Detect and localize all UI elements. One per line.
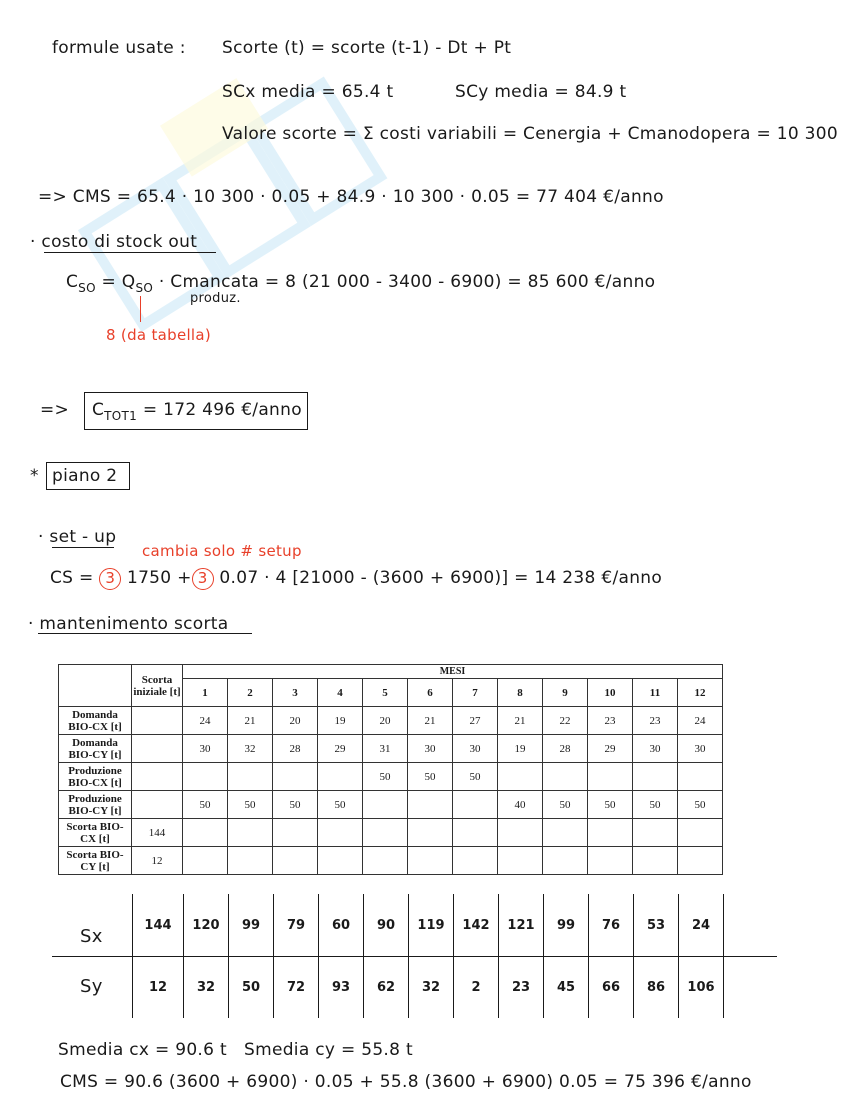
table-cell: 20 [273, 707, 318, 735]
table-cell: 28 [543, 735, 588, 763]
table-cell: 29 [588, 735, 633, 763]
table-cell: 31 [363, 735, 408, 763]
table-cell [273, 847, 318, 875]
table-cell: 21 [228, 707, 273, 735]
initial-cell [132, 735, 183, 763]
sy-label: Sy [80, 976, 103, 997]
table-cell: 50 [588, 791, 633, 819]
sx-value: 60 [319, 894, 364, 956]
piano2-label: piano 2 [52, 466, 118, 486]
circled-3-second: 3 [192, 568, 214, 590]
ctot-value: = 172 496 €/anno [142, 400, 302, 420]
table-cell: 50 [408, 763, 453, 791]
cmancata: Cmancata [170, 272, 260, 292]
row-label: Scorta BIO-CY [t] [59, 847, 132, 875]
setup-note: cambia solo # setup [142, 542, 302, 560]
sx-value: 76 [589, 894, 634, 956]
mant-underline [38, 633, 252, 634]
table-cell [228, 819, 273, 847]
table-cell: 22 [543, 707, 588, 735]
stockout-underline [44, 252, 216, 253]
sy-value: 72 [274, 956, 319, 1018]
setup-underline [52, 547, 114, 548]
table-cell: 50 [633, 791, 678, 819]
table-cell [633, 819, 678, 847]
table-cell [678, 847, 723, 875]
valore-scorte: Valore scorte = Σ costi variabili = Cenergia + Cmanodopera = 10 300 [222, 124, 839, 144]
cs-eq-c: 0.07 · 4 [21000 - (3600 + 6900)] = 14 238 €/anno [219, 568, 663, 588]
table-cell: 40 [498, 791, 543, 819]
stockout-title-text: costo di stock out [41, 232, 198, 252]
table-cell [183, 847, 228, 875]
month-header: 2 [228, 679, 273, 707]
ctot-eq: $C_{TOT1} = 172$ 496 €/anno [92, 400, 302, 423]
table-cell [543, 819, 588, 847]
table-cell [183, 819, 228, 847]
table-cell [318, 819, 363, 847]
table-row [59, 707, 723, 735]
table-cell [183, 763, 228, 791]
mant-title-text: mantenimento scorta [39, 614, 229, 634]
sx-value: 119 [409, 894, 454, 956]
table-cell [588, 819, 633, 847]
sy-value: 50 [229, 956, 274, 1018]
month-header: 10 [588, 679, 633, 707]
month-header: 11 [633, 679, 678, 707]
table-cell [318, 847, 363, 875]
star-mark: * [30, 466, 39, 486]
sy-value: 66 [589, 956, 634, 1018]
table-cell: 30 [183, 735, 228, 763]
table-cell: 50 [453, 763, 498, 791]
table-cell [363, 791, 408, 819]
sy-value: 45 [544, 956, 589, 1018]
initial-cell [132, 763, 183, 791]
cso-eq-rest: = 8 (21 000 - 3400 - 6900) = 85 600 €/anno [264, 272, 656, 292]
sx-value: 121 [499, 894, 544, 956]
sx-value: 99 [544, 894, 589, 956]
scx-media: SCx media = 65.4 t [222, 82, 394, 102]
cso-eq: $C_{SO} = Q_{SO}$ · Cmancata = 8 (21 000 - 3400 - 6900) = 85 600 €/anno [66, 272, 656, 295]
sy-value: 32 [184, 956, 229, 1018]
sx-label: Sx [80, 926, 103, 947]
table-cell [543, 763, 588, 791]
sx-value: 79 [274, 894, 319, 956]
table-cell: 27 [453, 707, 498, 735]
table-cell: 21 [498, 707, 543, 735]
table-body [59, 707, 723, 875]
month-header: 6 [408, 679, 453, 707]
cms-first: => CMS = 65.4 · 10 300 · 0.05 + 84.9 · 10 300 · 0.05 = 77 404 €/anno [38, 187, 664, 207]
formula-scorte: Scorte (t) = scorte (t-1) - Dt + Pt [222, 38, 512, 58]
sx-value: 24 [679, 894, 724, 956]
table-cell [588, 847, 633, 875]
table-cell [408, 791, 453, 819]
row-label: Produzione BIO-CY [t] [59, 791, 132, 819]
scy-media: SCy media = 84.9 t [455, 82, 627, 102]
cs-eq-b: 1750 + [126, 568, 192, 588]
produz-label: produz. [190, 291, 241, 306]
table-cell: 19 [498, 735, 543, 763]
table-cell: 28 [273, 735, 318, 763]
month-header: 7 [453, 679, 498, 707]
formule-label: formule usate : [52, 38, 186, 58]
table-cell [363, 819, 408, 847]
table-row [59, 847, 723, 875]
table-cell [498, 763, 543, 791]
sx-value: 99 [229, 894, 274, 956]
sx-value: 90 [364, 894, 409, 956]
setup-title-text: set - up [49, 527, 117, 547]
table-cell: 30 [678, 735, 723, 763]
row-label: Domanda BIO-CX [t] [59, 707, 132, 735]
hand-table [132, 894, 724, 1018]
table-cell: 24 [678, 707, 723, 735]
table-row [59, 791, 723, 819]
cs-eq [50, 568, 662, 590]
sx-value: 142 [454, 894, 499, 956]
smedia-cx: Smedia cx = 90.6 t [58, 1040, 227, 1060]
table-cell: 50 [273, 791, 318, 819]
row-label: Produzione BIO-CX [t] [59, 763, 132, 791]
table-row [59, 819, 723, 847]
table-cell: 30 [633, 735, 678, 763]
sy-value: 23 [499, 956, 544, 1018]
sx-row [133, 894, 724, 956]
table-cell [678, 763, 723, 791]
mesi-table [58, 664, 723, 875]
month-header: 12 [678, 679, 723, 707]
table-cell: 50 [678, 791, 723, 819]
sy-row [133, 956, 724, 1018]
sy-value: 32 [409, 956, 454, 1018]
table-cell [273, 763, 318, 791]
table-cell [453, 791, 498, 819]
mesi-header: MESI [183, 665, 723, 679]
table-cell: 20 [363, 707, 408, 735]
circled-3-first: 3 [99, 568, 121, 590]
table-cell: 50 [183, 791, 228, 819]
table-cell: 30 [453, 735, 498, 763]
initial-cell: 12 [132, 847, 183, 875]
month-header: 5 [363, 679, 408, 707]
month-header: 9 [543, 679, 588, 707]
da-tabella-note: 8 (da tabella) [106, 326, 212, 344]
table-cell [408, 847, 453, 875]
sy-value: 2 [454, 956, 499, 1018]
table-cell [228, 847, 273, 875]
table-row [59, 735, 723, 763]
table-cell [228, 763, 273, 791]
table-cell: 50 [543, 791, 588, 819]
table-cell: 19 [318, 707, 363, 735]
initial-cell [132, 791, 183, 819]
sy-value: 12 [133, 956, 184, 1018]
mant-title: · mantenimento scorta [28, 614, 229, 634]
month-header: 8 [498, 679, 543, 707]
cs-eq-a: CS = [50, 568, 94, 588]
sx-value: 120 [184, 894, 229, 956]
table-cell [588, 763, 633, 791]
table-cell: 23 [588, 707, 633, 735]
table-cell [318, 763, 363, 791]
row-label: Domanda BIO-CY [t] [59, 735, 132, 763]
month-header: 1 [183, 679, 228, 707]
table-cell: 30 [408, 735, 453, 763]
table-cell [498, 819, 543, 847]
setup-title: · set - up [38, 527, 117, 547]
table-cell: 24 [183, 707, 228, 735]
table-cell: 50 [228, 791, 273, 819]
table-cell: 50 [363, 763, 408, 791]
table-cell: 50 [318, 791, 363, 819]
initial-cell [132, 707, 183, 735]
initial-cell: 144 [132, 819, 183, 847]
table-cell [453, 847, 498, 875]
sy-value: 86 [634, 956, 679, 1018]
table-cell [408, 819, 453, 847]
smedia-cy: Smedia cy = 55.8 t [244, 1040, 413, 1060]
table-cell [633, 847, 678, 875]
table-row [59, 763, 723, 791]
month-header: 3 [273, 679, 318, 707]
stockout-title: · costo di stock out [30, 232, 198, 252]
ctot-arrow: => [40, 400, 70, 420]
sy-value: 93 [319, 956, 364, 1018]
note-pointer [140, 296, 141, 322]
initial-header: Scorta iniziale [t] [132, 665, 183, 707]
table-cell [678, 819, 723, 847]
table-cell: 32 [228, 735, 273, 763]
table-cell [363, 847, 408, 875]
table-cell [543, 847, 588, 875]
sy-value: 62 [364, 956, 409, 1018]
month-header: 4 [318, 679, 363, 707]
sy-value: 106 [679, 956, 724, 1018]
table-cell [453, 819, 498, 847]
table-cell [273, 819, 318, 847]
sx-value: 53 [634, 894, 679, 956]
table-cell: 21 [408, 707, 453, 735]
table-cell [498, 847, 543, 875]
sx-value: 144 [133, 894, 184, 956]
row-label: Scorta BIO-CX [t] [59, 819, 132, 847]
cms-second: CMS = 90.6 (3600 + 6900) · 0.05 + 55.8 (3600 + 6900) 0.05 = 75 396 €/anno [60, 1072, 752, 1092]
table-cell [633, 763, 678, 791]
corner-cell [59, 665, 132, 707]
table-cell: 23 [633, 707, 678, 735]
table-cell: 29 [318, 735, 363, 763]
